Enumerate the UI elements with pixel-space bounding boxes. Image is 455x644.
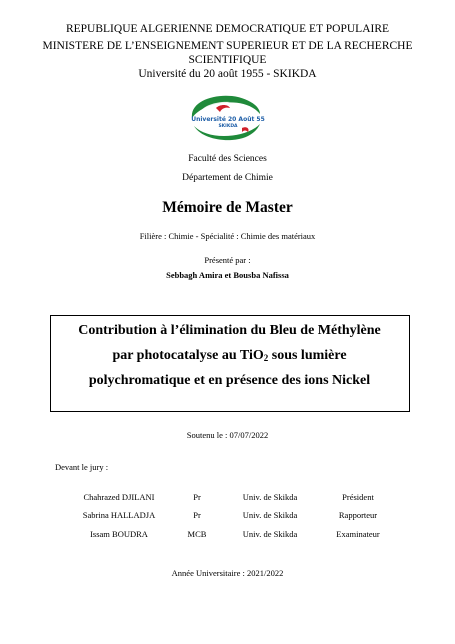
jury-name: Chahrazed DJILANI [83,492,155,502]
jury-row [0,528,455,540]
faculty-name: Faculté des Sciences [188,154,267,164]
thesis-title-line1: Contribution à l’élimination du Bleu de Méthylène [78,323,381,338]
header-republic: REPUBLIQUE ALGERIENNE DEMOCRATIQUE ET POPULAIRE [65,23,390,35]
jury-grade: Pr [193,510,201,520]
defense-date: Soutenu le : 07/07/2022 [186,430,269,440]
logo-text-university: Université 20 Août 55 [191,116,265,123]
authors: Sebbagh Amira et Bousba Nafissa [166,270,289,280]
jury-institution: Univ. de Skikda [242,510,298,520]
jury-grade: MCB [187,529,207,539]
thesis-title-line2-post: sous lumière [268,348,347,363]
jury-role: Président [342,492,374,502]
jury-name: Sabrina HALLADJA [82,510,156,520]
department-name: Département de Chimie [182,173,273,183]
thesis-type: Mémoire de Master [162,199,293,216]
header-scientific: SCIENTIFIQUE [188,54,267,66]
jury-name: Issam BOUDRA [90,529,148,539]
thesis-title-line2-sub: 2 [263,353,269,363]
jury-row [0,509,455,521]
academic-year: Année Universitaire : 2021/2022 [171,568,284,578]
presented-by-label: Présenté par : [204,255,251,265]
speciality: Filière : Chimie - Spécialité : Chimie des matériaux [139,231,316,241]
jury-role: Rapporteur [338,510,378,520]
header-ministry: MINISTERE DE L’ENSEIGNEMENT SUPERIEUR ET DE LA RECHERCHE [42,40,413,52]
jury-label: Devant le jury : [55,462,109,472]
jury-institution: Univ. de Skikda [242,492,298,502]
thesis-title-box [50,315,410,412]
thesis-title-line3: polychromatique et en présence des ions Nickel [88,373,371,388]
thesis-title-line2-pre: par photocatalyse au TiO [112,348,264,363]
jury-role: Examinateur [336,529,380,539]
jury-grade: Pr [193,492,201,502]
jury-row [0,491,455,503]
logo-text-skikda: SKIKDA [218,124,238,129]
university-logo [186,92,266,144]
thesis-title-line2 [51,347,408,367]
jury-institution: Univ. de Skikda [242,529,298,539]
header-university: Université du 20 août 1955 - SKIKDA [138,68,317,80]
